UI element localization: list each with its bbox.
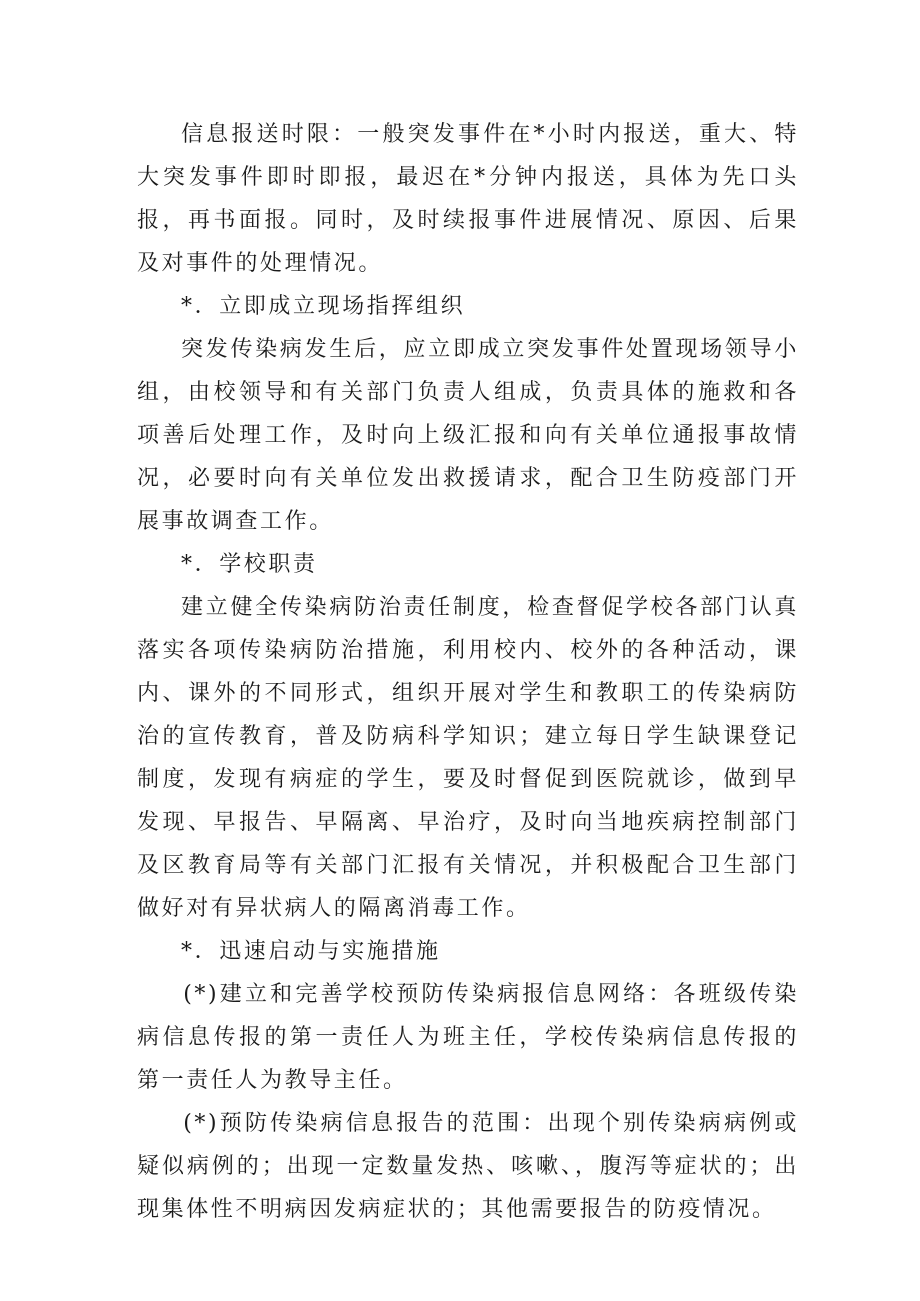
paragraph-on-site-command: 突发传染病发生后，应立即成立突发事件处置现场领导小组，由校领导和有关部门负责人组成，负责具体的施救和各项善后处理工作，及时向上级汇报和向有关单位通报事故情况，必要时向有关单位发出救援请求，配合卫生防疫部门开展事故调查工作。 [137, 337, 799, 534]
paragraph-school-duties: 建立健全传染病防治责任制度，检查督促学校各部门认真落实各项传染病防治措施，利用校内、校外的各种活动，课内、课外的不同形式，组织开展对学生和教职工的传染病防治的宣传教育，普及防病科学知识；建立每日学生缺课登记制度，发现有病症的学生，要及时督促到医院就诊，做到早发现、早报告、早隔离、早治疗，及时向当地疾病控制部门及区教育局等有关部门汇报有关情况，并积极配合卫生部门做好对有异状病人的隔离消毒工作。 [137, 595, 799, 921]
heading-school-duties: *．学校职责 [181, 552, 318, 577]
paragraph-reporting-time-limit: 信息报送时限：一般突发事件在*小时内报送，重大、特大突发事件即时即报，最迟在*分钟内报送，具体为先口头报，再书面报。同时，及时续报事件进展情况、原因、后果及对事件的处理情况。 [137, 122, 799, 276]
document-body [137, 113, 799, 1231]
item-report-scope: (*)预防传染病信息报告的范围：出现个别传染病病例或疑似病例的；出现一定数量发热、咳嗽、，腹泻等症状的；出现集体性不明病因发病症状的；其他需要报告的防疫情况。 [137, 1111, 799, 1222]
item-info-network: (*)建立和完善学校预防传染病报信息网络：各班级传染病信息传报的第一责任人为班主任，学校传染病信息传报的第一责任人为教导主任。 [137, 982, 799, 1093]
heading-rapid-response: *．迅速启动与实施措施 [181, 939, 441, 964]
heading-on-site-command: *．立即成立现场指挥组织 [181, 294, 466, 319]
